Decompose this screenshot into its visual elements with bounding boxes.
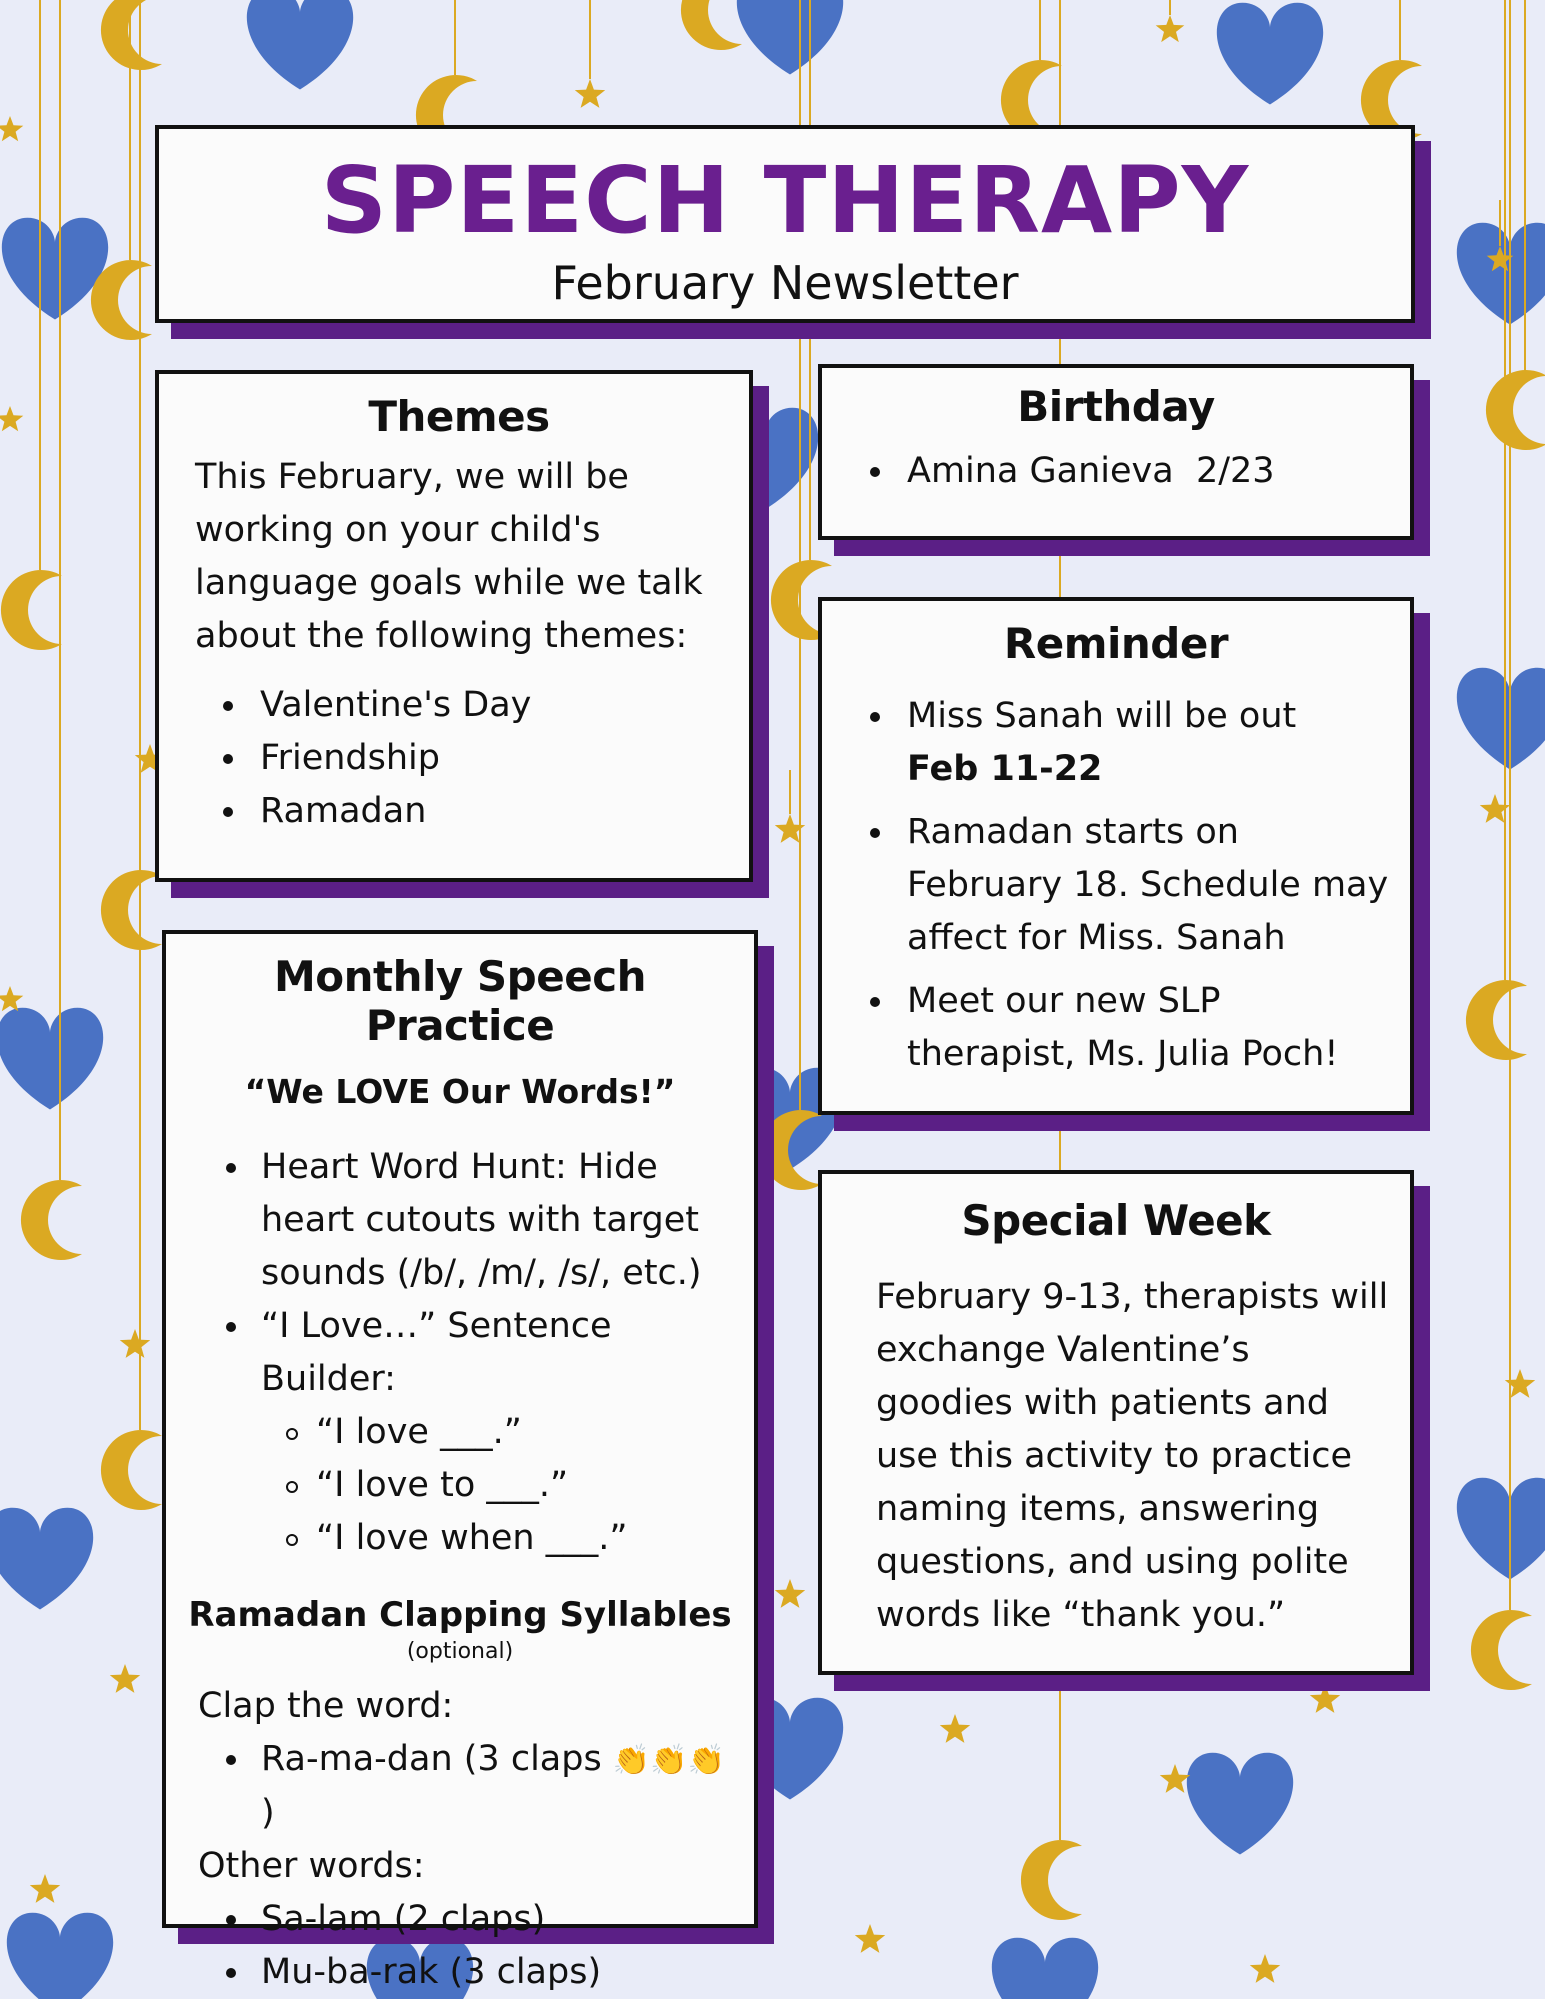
themes-card — [155, 370, 753, 882]
list-item: Amina Ganieva 2/23 — [842, 445, 1390, 498]
heart-icon — [247, 0, 353, 90]
star-icon — [775, 1579, 805, 1608]
list-item: Mu-ba-rak (3 claps) — [186, 1946, 734, 1999]
clap-word-list — [186, 1733, 734, 1840]
crescent-moon-icon — [1466, 980, 1527, 1060]
clapping-note: (optional) — [406, 1639, 514, 1664]
heart-icon — [0, 1508, 93, 1610]
practice-activity-list — [186, 1141, 734, 1406]
reminder-absence-dates: Feb 11-22 — [907, 749, 1103, 789]
crescent-moon-icon — [1471, 1610, 1532, 1690]
other-words-prompt: Other words: — [198, 1846, 425, 1886]
birthday-card — [818, 364, 1414, 540]
star-icon — [940, 1714, 970, 1743]
crescent-moon-icon — [101, 0, 162, 70]
birthday-list — [842, 445, 1390, 498]
clap-word-close: ) — [261, 1793, 275, 1833]
heart-icon — [7, 1913, 113, 1999]
list-item: Valentine's Day — [195, 679, 723, 732]
list-item: Ramadan — [195, 785, 723, 838]
clapping-hands-icon: 👏👏👏 — [612, 1743, 725, 1778]
star-icon — [0, 116, 23, 141]
themes-heading: Themes — [368, 392, 550, 441]
clap-word-text: Ra-ma-dan (3 claps — [261, 1739, 613, 1779]
special-week-text: February 9-13, therapists will exchange Valentine’s goodies with patients and use this activity to practice naming items, answering questions, and using polite words like “thank you.” — [876, 1277, 1389, 1635]
list-item: Friendship — [195, 732, 723, 785]
star-icon — [855, 1924, 885, 1953]
newsletter-header — [155, 125, 1415, 323]
heart-icon — [992, 1938, 1098, 1999]
clapping-heading: Ramadan Clapping Syllables — [188, 1595, 732, 1635]
crescent-moon-icon — [101, 870, 162, 950]
list-item: Sa-lam (2 claps) — [186, 1893, 734, 1946]
list-item — [186, 1733, 734, 1840]
heart-icon — [1217, 3, 1323, 105]
list-item: “I love ___.” — [186, 1406, 734, 1459]
page-subtitle: February Newsletter — [551, 256, 1019, 310]
star-icon — [30, 1874, 60, 1903]
crescent-moon-icon — [1, 570, 62, 650]
list-item: “I love to ___.” — [186, 1459, 734, 1512]
practice-card — [162, 930, 758, 1992]
reminder-card — [818, 597, 1414, 1115]
star-icon — [1310, 1684, 1340, 1713]
star-icon — [0, 406, 23, 431]
list-item: “I Love…” Sentence Builder: — [186, 1300, 734, 1406]
list-item: Heart Word Hunt: Hide heart cutouts with target sounds (/b/, /m/, /s/, etc.) — [186, 1141, 734, 1300]
list-item: “I love when ___.” — [186, 1512, 734, 1565]
practice-subheading: “We LOVE Our Words!” — [244, 1072, 676, 1111]
heart-icon — [737, 0, 843, 75]
star-icon — [1250, 1954, 1280, 1983]
star-icon — [0, 986, 23, 1011]
star-icon — [1160, 1764, 1190, 1793]
sentence-builder-list — [186, 1406, 734, 1565]
page-title: SPEECH THERAPY — [320, 147, 1250, 254]
themes-list — [195, 679, 723, 838]
star-icon — [110, 1664, 140, 1693]
star-icon — [1156, 15, 1185, 42]
heart-icon — [1457, 1478, 1545, 1580]
special-week-card — [818, 1170, 1414, 1675]
list-item: Meet our new SLP therapist, Ms. Julia Poch! — [842, 975, 1390, 1081]
crescent-moon-icon — [21, 1180, 82, 1260]
heart-icon — [0, 1008, 103, 1110]
list-item: Ramadan starts on February 18. Schedule may affect for Miss. Sanah — [842, 806, 1390, 965]
list-item — [842, 690, 1390, 796]
other-words-list — [186, 1893, 734, 1999]
star-icon — [120, 1329, 150, 1358]
reminder-absence-text: Miss Sanah will be out — [907, 696, 1297, 736]
crescent-moon-icon — [101, 1430, 162, 1510]
birthday-heading: Birthday — [1017, 382, 1215, 431]
themes-intro: This February, we will be working on your child's language goals while we talk about the following themes: — [195, 457, 703, 656]
heart-icon — [1457, 668, 1545, 770]
crescent-moon-icon — [681, 0, 742, 50]
special-week-heading: Special Week — [961, 1196, 1271, 1245]
crescent-moon-icon — [1021, 1840, 1082, 1920]
heart-icon — [1187, 1753, 1293, 1855]
star-icon — [575, 79, 605, 108]
reminder-list — [842, 690, 1390, 1081]
crescent-moon-icon — [1486, 370, 1545, 450]
clap-prompt: Clap the word: — [198, 1686, 454, 1726]
practice-heading: Monthly Speech Practice — [273, 952, 646, 1050]
reminder-heading: Reminder — [1003, 619, 1229, 668]
